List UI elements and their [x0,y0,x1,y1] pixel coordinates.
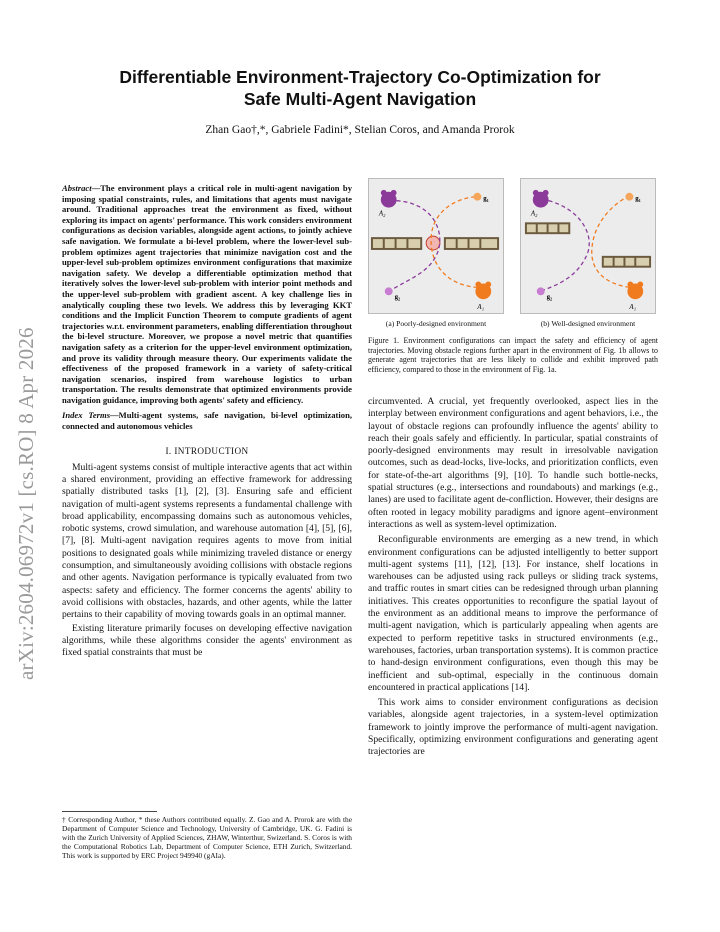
left-column [62,183,352,659]
label-a1: A₁ [477,304,484,312]
right-column [368,396,658,759]
paper-title [60,66,660,110]
label-g1: g₁ [483,195,489,203]
goal1-marker [625,193,633,201]
footnote-rule [62,811,157,812]
goal2-marker [385,287,393,295]
goal2-marker [537,287,545,295]
index-terms [62,410,352,431]
section-heading-introduction: I. INTRODUCTION [165,445,249,456]
subcaption-b: (b) Well-designed environment [540,319,636,328]
body-paragraph: Reconfigurable environments are emerging as a new trend, in which environment configurations can be adjusted intelligently to better support multi-agent systems [11], [12], [13]. For instance, shelf locations in warehouses can be adjusted using rack pulleys or sliding track systems, and traffic routes in smart cities can be redesigned through urban planning initiatives. This creates opportunities to reconfigure the spatial layout of the environment as an additional means to improve the performance of multi-agent navigation, which is particularly appealing when agents are expected to perform repetitive tasks in structured environments (e.g., warehouses, factories, urban transportation systems). It is common practice to hand-design environment configurations, even though this may be inefficient and sub-optimal, especially in the continuous domain encountered in practical applications [14]. [368,534,658,693]
index-terms-lead: Index Terms [62,410,111,421]
title-line-2: Safe Multi-Agent Navigation [243,89,477,109]
label-g2: g₂ [546,294,553,302]
label-a1: A₁ [629,304,636,312]
figure-caption: Figure 1. Environment configurations can impact the safety and efficiency of agent trajectories. Moving obstacle regions further apart in the environment of Fig. 1b allows to generate agent trajectories that are less likely to collide and exhibit improved path efficiency, compared to those in the environment of Fig. 1a. [368,336,658,374]
index-terms-text: —Multi-agent systems, safe navigation, bi-level optimization, connected and autonomous vehicles [62,410,353,432]
label-g2: g₂ [394,294,401,302]
label-g1: g₁ [635,195,641,203]
title-line-1: Differentiable Environment-Trajectory Co-Optimization for [119,67,601,87]
label-a2: A₂ [530,210,538,218]
goal1-marker [473,193,481,201]
arxiv-identifier: arXiv:2604.06972v1 [cs.RO] 8 Apr 2026 [14,327,38,680]
label-a2: A₂ [378,210,386,218]
figure-panel-a [368,178,504,314]
body-paragraph: This work aims to consider environment configurations as decision variables, alongside agent trajectories, in a system-level optimization framework to jointly improve the performance of multi-agent navigation. Specifically, optimizing environment configurations and generating agent trajectories are [368,697,658,758]
agent2-robot [533,190,549,208]
abstract-lead: Abstract [62,183,92,193]
environment-diagram-a [369,179,503,313]
environment-diagram-b [521,179,655,313]
collision-marker [426,236,440,250]
body-paragraph: circumvented. A crucial, yet frequently overlooked, aspect lies in the interplay between environment configurations and agent behaviors, i.e., the layout of obstacle regions can profoundly influence the agents' ability to reach their goals safely and efficiently. In particular, spatial constraints of poorly-designed environments may result in irresolvable navigation outcomes, such as dead-locks, live-locks, and prioritization conflicts, even for state-of-the-art algorithms [9], [10]. To handle such bottle-necks, spatial structures (e.g., intersections and roundabouts) and markings (e.g., lanes) are used to facilitate agent de-confliction. However, their designs are often rooted in legacy mobility paradigms and ignore agent–environment interactions as well as system-level optimization. [368,396,658,530]
agent2-robot [381,190,397,208]
figure-1 [368,178,658,333]
figure-panel-b [520,178,656,314]
abstract [62,183,352,405]
body-paragraph: Existing literature primarily focuses on developing effective navigation algorithms, while these algorithms consider the agents' environment as fixed spatial constraints that must be [62,622,352,659]
subcaption-a: (a) Poorly-designed environment [385,319,487,328]
author-list: Zhan Gao†,*, Gabriele Fadini*, Stelian Coros, and Amanda Prorok [205,124,515,136]
footnote: † Corresponding Author, * these Authors contributed equally. Z. Gao and A. Prorok are with the Department of Computer Science and Technology, University of Cambridge, UK. G. Fadini is with the Zurich University of Applied Sciences, ZHAW, Winterthur, Swizerland. S. Coros is with the Computational Robotics Lab, Department of Computer Science, ETH Zurich, Switzerland. This work is supported by ERC Project 949940 (gAIa). [62,815,352,860]
body-paragraph: Multi-agent systems consist of multiple interactive agents that act within a shared environment, providing an effective framework for addressing spatially distributed tasks [1], [2], [3]. Ensuring safe and efficient navigation of multi-agent systems represents a fundamental challenge with broad applicability, encompassing domains such as autonomous vehicles, robotic systems, crowd simulation, and warehouse automation [4], [5], [6], [7], [8]. Multi-agent navigation requires agents to move from initial positions to designated goals while minimizing traveled distance or energy consumption, and simultaneously avoiding collisions with obstacle regions and other agents. Navigation performance is typically evaluated from two aspects: safety and efficiency. The former concerns the agents' ability to avoid collisions with obstacles, hazards, and other agents, while the latter pertains to their capability of moving towards goals in an optimal manner. [62,461,352,621]
abstract-text: —The environment plays a critical role in multi-agent navigation by imposing spatial constraints, rules, and limitations that agents must navigate around. Traditional approaches treat the environment as fixed, without exploring its impact on agents' performance. This work considers environment configurations as decision variables, alongside agent actions, to jointly achieve safe navigation. We formulate a bi-level problem, where the lower-level sub-problem optimizes agent trajectories that minimize navigation cost and the upper-level sub-problem optimizes environment configurations that maximize navigation safety. We develop a differentiable optimization method that iteratively solves the lower-level sub-problem with interior point methods and the upper-level sub-problem with gradient ascent. A key challenge lies in analytically coupling these two levels. We address this by leveraging KKT conditions and the Implicit Function Theorem to compute gradients of agent trajectories w.r.t. environment parameters, enabling differentiation throughout the bi-level structure. Moreover, we propose a novel metric that quantifies navigation safety as a criterion for the upper-level environment optimization, and prove its validity through measure theory. Our experiments validate the effectiveness of the proposed framework in a variety of safety-critical navigation scenarios, inspired from warehouse logistics to urban transportation. The results demonstrate that optimized environments provide navigation guidance, improving both agents' safety and efficiency. [62,183,352,405]
agent1-robot [475,281,491,299]
agent1-robot [627,281,643,299]
